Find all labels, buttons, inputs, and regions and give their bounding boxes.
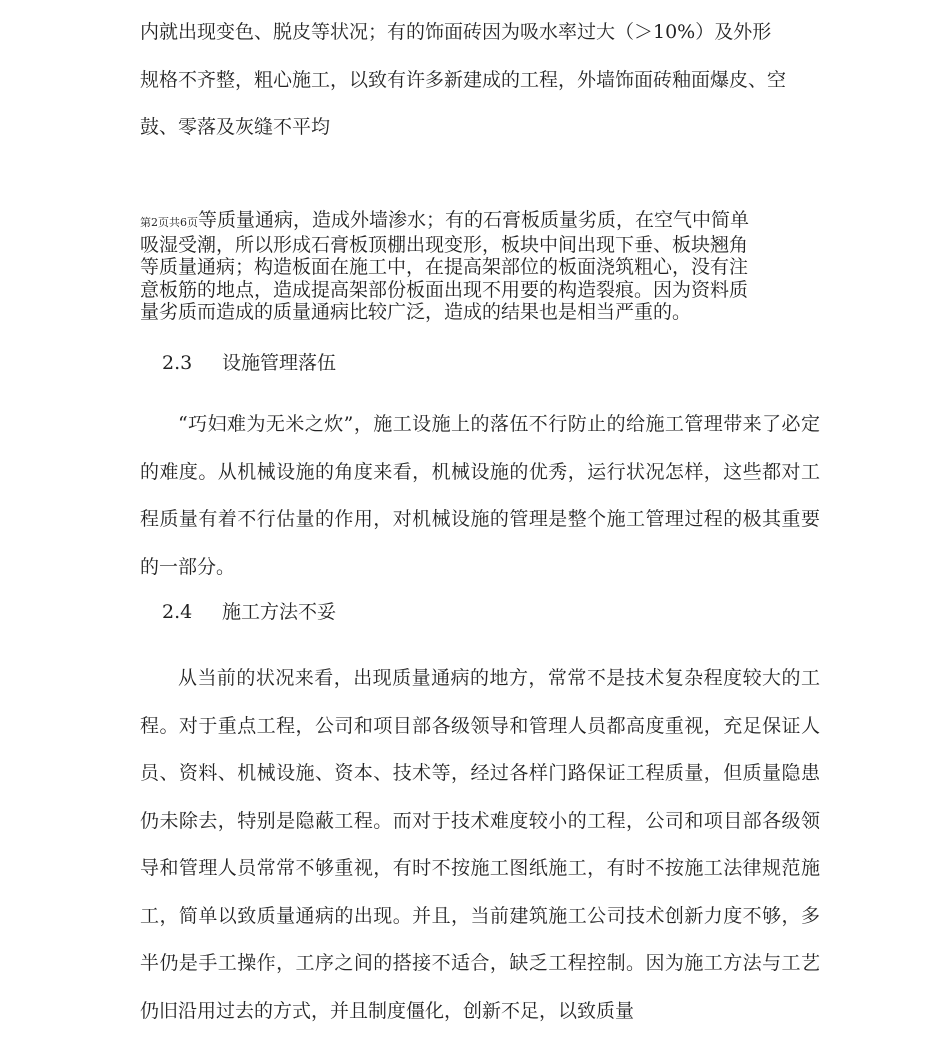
section-title: 设施管理落伍	[222, 352, 337, 374]
text-line: 量劣质而造成的质量通病比较广泛，造成的结果也是相当严重的。	[140, 300, 692, 323]
text-line: 意板筋的地点，造成提高架部份板面出现不用要的构造裂痕。因为资料质	[140, 278, 749, 301]
text-line: 鼓、零落及灰缝不平均	[140, 116, 331, 138]
section-heading-2-4	[162, 600, 336, 624]
section-title: 施工方法不妥	[222, 601, 337, 623]
text-line	[140, 209, 820, 234]
paragraph-continued	[140, 9, 820, 152]
paragraph-equipment: “巧妇难为无米之炊”，施工设施上的落伍不行防止的给施工管理带来了必定的难度。从机械设施的角度来看，机械设施的优秀，运行状况怎样，这些都对工程质量有着不行估量的作用，对机械设施的管理是整个施工管理过程的极其重要的一部分。	[140, 413, 820, 578]
paragraph-methods: 从当前的状况来看，出现质量通病的地方，常常不是技术复杂程度较大的工程。对于重点工程，公司和项目部各级领导和管理人员都高度重视，充足保证人员、资料、机械设施、资本、技术等，经过各样门路保证工程质量，但质量隐患仍未除去，特别是隐蔽工程。而对于技术难度较小的工程，公司和项目部各级领导和管理人员常常不够重视，有时不按施工图纸施工，有时不按施工法律规范施工，简单以致质量通病的出现。并且，当前建筑施工公司技术创新力度不够，多半仍是手工操作，工序之间的搭接不适合，缺乏工程控制。因为施工方法与工艺仍旧沿用过去的方式，并且制度僵化，创新不足，以致质量	[140, 667, 820, 1022]
text-line: 吸湿受潮，所以形成石膏板顶棚出现变形，板块中间出现下垂、板块翘角	[140, 234, 749, 257]
text-line: 等质量通病；构造板面在施工中，在提高架部位的板面浇筑粗心，没有注	[140, 256, 749, 279]
text-line: 规格不齐整，粗心施工，以致有许多新建成的工程，外墙饰面砖釉面爆皮、空	[140, 68, 787, 91]
section-heading-2-3	[162, 351, 336, 375]
section-number: 2.4	[162, 601, 193, 623]
text-line-content: 等质量通病，造成外墙渗水；有的石膏板质量劣质，在空气中简单	[198, 209, 750, 231]
section-number: 2.3	[162, 352, 193, 374]
page-number-marker: 第2页共6页	[140, 216, 198, 229]
text-line: 内就出现变色、脱皮等状况；有的饰面砖因为吸水率过大（＞10%）及外形	[140, 21, 772, 43]
paragraph-materials	[140, 209, 820, 323]
